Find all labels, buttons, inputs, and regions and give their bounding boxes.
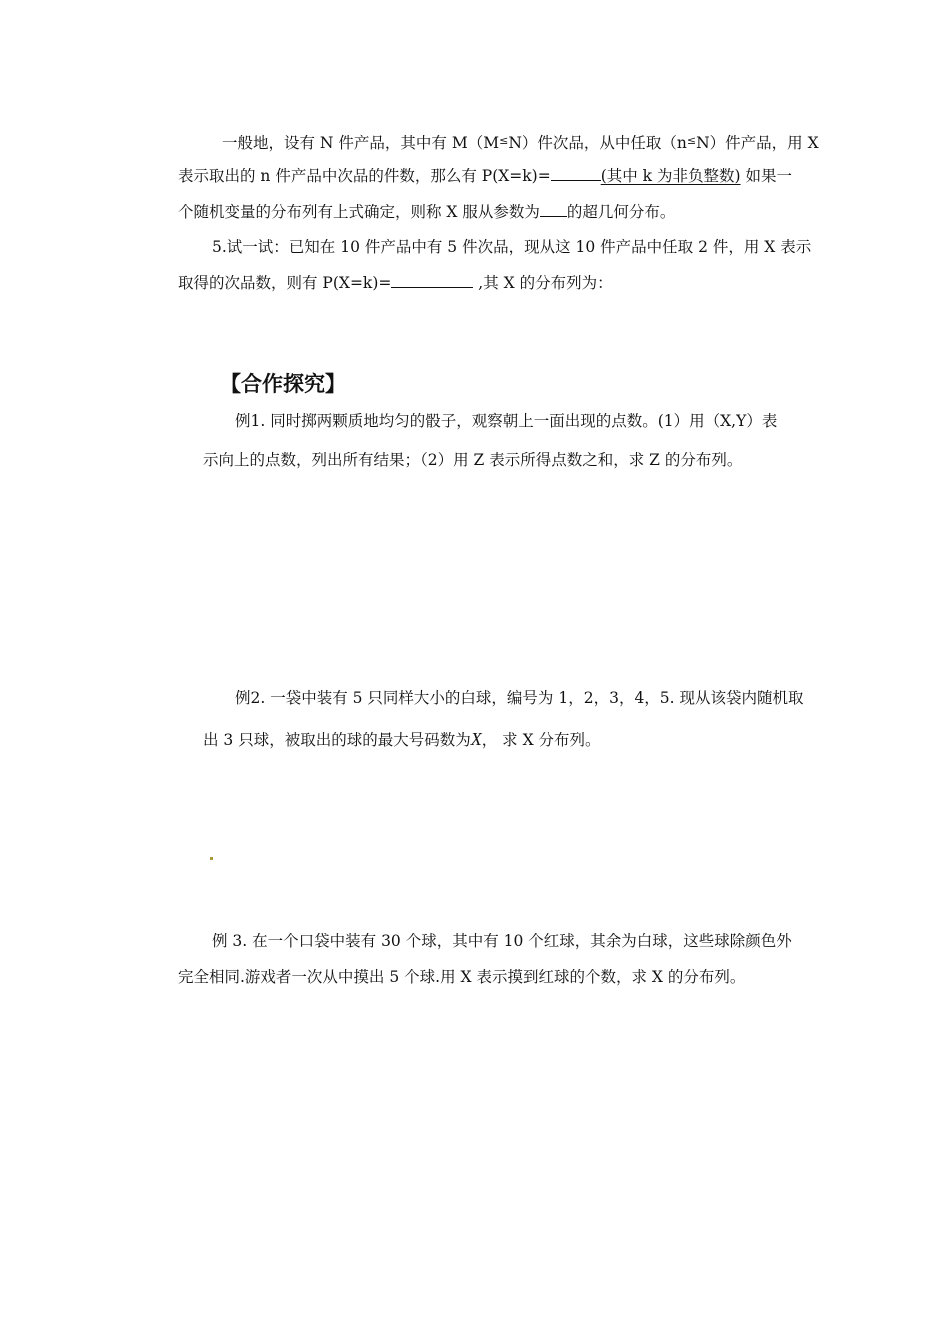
answer-blank-params[interactable]: [540, 201, 567, 217]
try-it-line-1: [212, 237, 811, 257]
intro-line-1: [222, 131, 819, 153]
intro-line-1-part-b: N）件次品，从中任取（n: [508, 134, 687, 152]
intro-line-2-part-a: 表示取出的 n 件产品中次品的件数，那么有 P(X=k)=: [178, 167, 551, 185]
example3-line-1-text: 例 3. 在一个口袋中装有 30 个球，其中有 10 个红球，其余为白球，这些球除颜色外: [212, 932, 792, 950]
example2-line-2: [203, 729, 601, 750]
variable-x: X: [470, 729, 482, 749]
example1-line-2: [203, 450, 742, 470]
intro-line-1-part-a: 一般地，设有 N 件产品，其中有 M（M: [222, 134, 500, 152]
try-it-line-2-part-a: 取得的次品数，则有 P(X=k)=: [178, 274, 392, 292]
example2-line-1-text: 例2. 一袋中装有 5 只同样大小的白球，编号为 1，2，3，4，5. 现从该袋内随机取: [235, 689, 804, 707]
leq-symbol-2: ≤: [686, 134, 697, 147]
try-it-line-1-text: 5.试一试：已知在 10 件产品中有 5 件次品，现从这 10 件产品中任取 2 件，用 X 表示: [212, 238, 812, 256]
intro-line-3-part-b: 的超几何分布。: [566, 203, 676, 221]
example3-line-2-text: 完全相同.游戏者一次从中摸出 5 个球.用 X 表示摸到红球的个数，求 X 的分布列。: [178, 968, 746, 986]
try-it-line-2: [178, 272, 613, 293]
try-it-line-2-part-b: ,其 X 的分布列为：: [473, 274, 613, 292]
example3-line-2: [178, 967, 745, 987]
intro-line-1-part-c: N）件产品，用 X: [696, 134, 819, 152]
example1-line-1: [235, 411, 777, 431]
stray-dot: [210, 857, 213, 860]
example1-line-1-text: 例1. 同时掷两颗质地均匀的骰子，观察朝上一面出现的点数。(1）用（X,Y）表: [235, 412, 778, 430]
intro-line-2-part-b: (其中 k 为非负整数): [600, 167, 741, 185]
intro-line-3-part-a: 个随机变量的分布列有上式确定，则称 X 服从参数为: [178, 203, 540, 221]
example3-line-1: [212, 931, 792, 951]
intro-line-3: [178, 201, 675, 222]
answer-blank-pmf[interactable]: [551, 165, 601, 181]
example1-line-2-text: 示向上的点数，列出所有结果；（2）用 Z 表示所得点数之和，求 Z 的分布列。: [203, 451, 743, 469]
section-heading: 【合作探究】: [220, 372, 346, 396]
example2-line-2-part-a: 出 3 只球，被取出的球的最大号码数为: [203, 731, 471, 749]
leq-symbol: ≤: [499, 134, 509, 147]
example2-line-2-part-b: ， 求 X 分布列。: [481, 731, 601, 749]
answer-blank-try-it[interactable]: [391, 272, 473, 288]
intro-line-2-part-c: 如果一: [740, 167, 792, 185]
example2-line-1: [235, 688, 804, 708]
intro-line-2: [178, 165, 792, 186]
